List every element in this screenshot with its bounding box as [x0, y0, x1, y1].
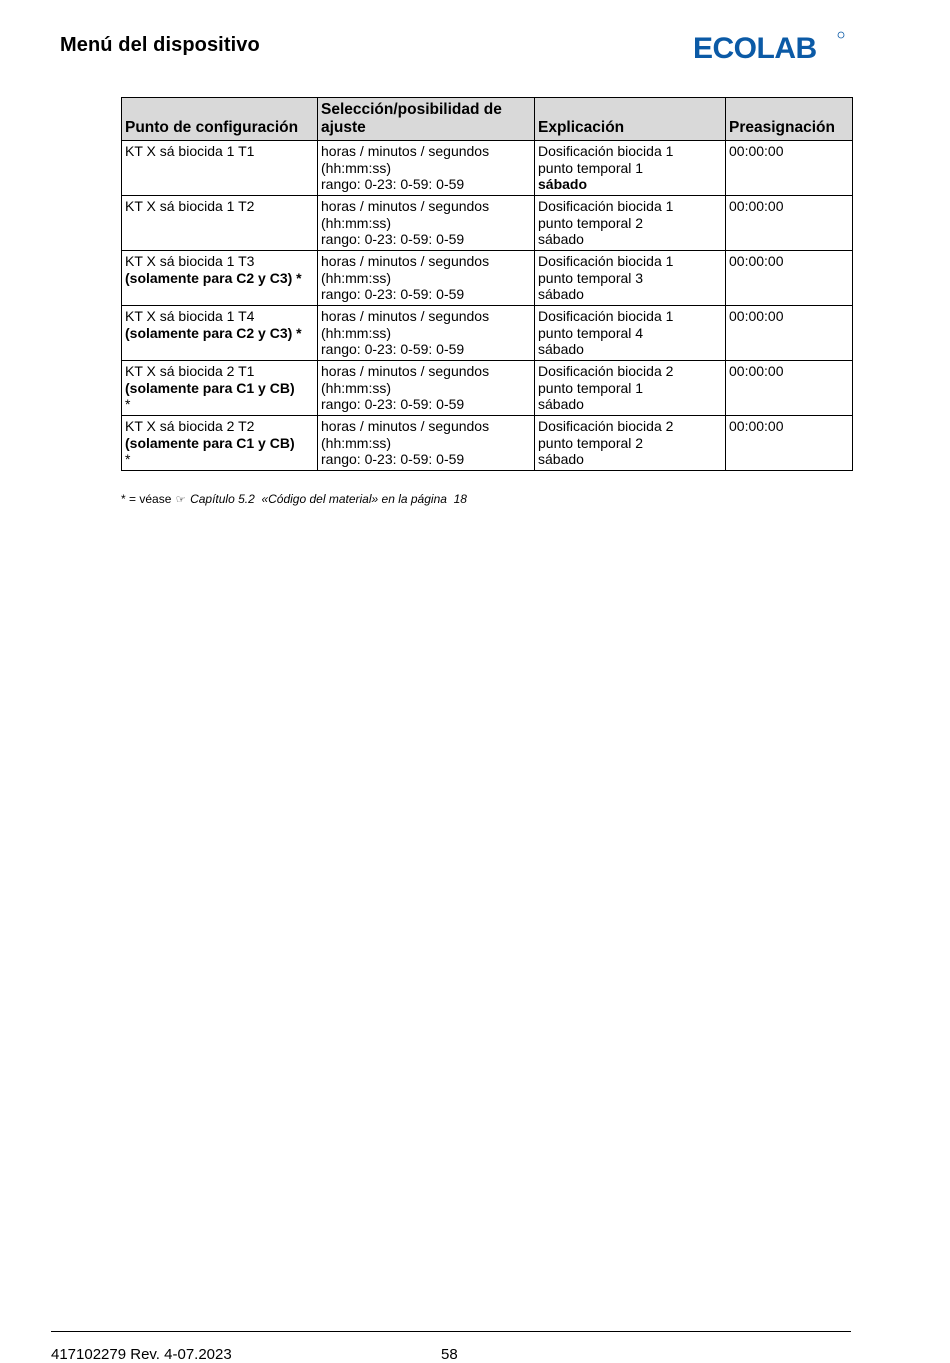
- explanation-day: sábado: [538, 286, 584, 303]
- explanation-dosing: Dosificación biocida 2: [538, 418, 674, 434]
- default-cell: 00:00:00: [726, 251, 853, 306]
- explanation-day: sábado: [538, 176, 588, 193]
- table-row: [122, 196, 853, 251]
- explanation-cell: [535, 416, 726, 471]
- selection-range: rango: 0-23: 0-59: 0-59: [321, 231, 465, 248]
- footer-divider: [51, 1331, 851, 1332]
- header-explanation: Explicación: [535, 98, 726, 141]
- selection-cell: [318, 361, 535, 416]
- footnote-prefix: * = véase: [121, 492, 172, 506]
- logo-wordmark: ECOLAB: [693, 32, 817, 62]
- explanation-time-point: punto temporal 4: [538, 324, 644, 341]
- config-point-cell: [122, 361, 318, 416]
- registered-mark-icon: [838, 32, 844, 38]
- selection-cell: [318, 196, 535, 251]
- selection-cell: [318, 306, 535, 361]
- selection-range: rango: 0-23: 0-59: 0-59: [321, 396, 465, 413]
- selection-units: horas / minutos / segundos: [321, 143, 490, 159]
- selection-units: horas / minutos / segundos: [321, 253, 490, 269]
- footnote: [121, 492, 467, 506]
- page-title: Menú del dispositivo: [60, 34, 260, 56]
- config-point-note: (solamente para C1 y CB): [125, 379, 295, 396]
- explanation-dosing: Dosificación biocida 1: [538, 198, 674, 214]
- explanation-time-point: punto temporal 2: [538, 214, 644, 231]
- config-point-cell: [122, 251, 318, 306]
- default-cell: 00:00:00: [726, 361, 853, 416]
- default-cell: 00:00:00: [726, 141, 853, 196]
- table-row: [122, 251, 853, 306]
- explanation-dosing: Dosificación biocida 1: [538, 143, 674, 159]
- selection-format: (hh:mm:ss): [321, 324, 391, 341]
- selection-format: (hh:mm:ss): [321, 159, 391, 176]
- selection-range: rango: 0-23: 0-59: 0-59: [321, 176, 465, 193]
- selection-cell: [318, 416, 535, 471]
- selection-cell: [318, 141, 535, 196]
- header-config-point: Punto de configuración: [122, 98, 318, 141]
- config-point-note: (solamente para C1 y CB): [125, 434, 295, 451]
- page-number: 58: [441, 1346, 458, 1363]
- selection-range: rango: 0-23: 0-59: 0-59: [321, 341, 465, 358]
- table-header-row: [122, 98, 853, 141]
- footnote-reference-text[interactable]: «Código del material» en la página: [261, 492, 447, 506]
- explanation-dosing: Dosificación biocida 1: [538, 253, 674, 269]
- explanation-cell: [535, 251, 726, 306]
- selection-units: horas / minutos / segundos: [321, 418, 490, 434]
- selection-format: (hh:mm:ss): [321, 214, 391, 231]
- default-cell: 00:00:00: [726, 306, 853, 361]
- config-point-cell: [122, 196, 318, 251]
- explanation-cell: [535, 196, 726, 251]
- table-row: [122, 306, 853, 361]
- config-point-name: KT X sá biocida 2 T2: [125, 418, 255, 434]
- config-point-name: KT X sá biocida 2 T1: [125, 363, 255, 379]
- explanation-day: sábado: [538, 231, 584, 248]
- table-row: [122, 141, 853, 196]
- default-cell: 00:00:00: [726, 196, 853, 251]
- explanation-day: sábado: [538, 396, 584, 413]
- selection-range: rango: 0-23: 0-59: 0-59: [321, 286, 465, 303]
- table-row: [122, 416, 853, 471]
- config-point-cell: [122, 141, 318, 196]
- selection-format: (hh:mm:ss): [321, 434, 391, 451]
- config-point-note: (solamente para C2 y C3) *: [125, 269, 302, 286]
- selection-range: rango: 0-23: 0-59: 0-59: [321, 451, 465, 468]
- footnote-chapter-link[interactable]: Capítulo 5.2: [190, 492, 255, 506]
- default-cell: 00:00:00: [726, 416, 853, 471]
- configuration-table: [121, 97, 853, 471]
- pointing-hand-icon: ☞: [175, 494, 186, 506]
- header-default: Preasignación: [726, 98, 853, 141]
- explanation-dosing: Dosificación biocida 2: [538, 363, 674, 379]
- ecolab-logo: [693, 30, 845, 62]
- config-point-cell: [122, 416, 318, 471]
- config-point-cell: [122, 306, 318, 361]
- explanation-time-point: punto temporal 1: [538, 379, 644, 396]
- explanation-dosing: Dosificación biocida 1: [538, 308, 674, 324]
- config-point-note: (solamente para C2 y C3) *: [125, 324, 302, 341]
- config-point-name: KT X sá biocida 1 T3: [125, 253, 255, 269]
- header-selection: Selección/posibilidad de ajuste: [318, 98, 535, 141]
- selection-units: horas / minutos / segundos: [321, 363, 490, 379]
- explanation-cell: [535, 361, 726, 416]
- selection-units: horas / minutos / segundos: [321, 308, 490, 324]
- config-point-asterisk: *: [125, 396, 131, 413]
- config-point-name: KT X sá biocida 1 T4: [125, 308, 255, 324]
- selection-format: (hh:mm:ss): [321, 269, 391, 286]
- config-point-name: KT X sá biocida 1 T2: [125, 198, 255, 214]
- footnote-page-ref[interactable]: 18: [453, 492, 467, 506]
- table-row: [122, 361, 853, 416]
- explanation-cell: [535, 306, 726, 361]
- selection-cell: [318, 251, 535, 306]
- explanation-time-point: punto temporal 3: [538, 269, 644, 286]
- explanation-time-point: punto temporal 2: [538, 434, 644, 451]
- explanation-cell: [535, 141, 726, 196]
- explanation-time-point: punto temporal 1: [538, 159, 644, 176]
- config-point-name: KT X sá biocida 1 T1: [125, 143, 255, 159]
- selection-format: (hh:mm:ss): [321, 379, 391, 396]
- config-point-asterisk: *: [125, 451, 131, 468]
- selection-units: horas / minutos / segundos: [321, 198, 490, 214]
- document-reference: 417102279 Rev. 4-07.2023: [51, 1346, 232, 1363]
- explanation-day: sábado: [538, 451, 584, 468]
- explanation-day: sábado: [538, 341, 584, 358]
